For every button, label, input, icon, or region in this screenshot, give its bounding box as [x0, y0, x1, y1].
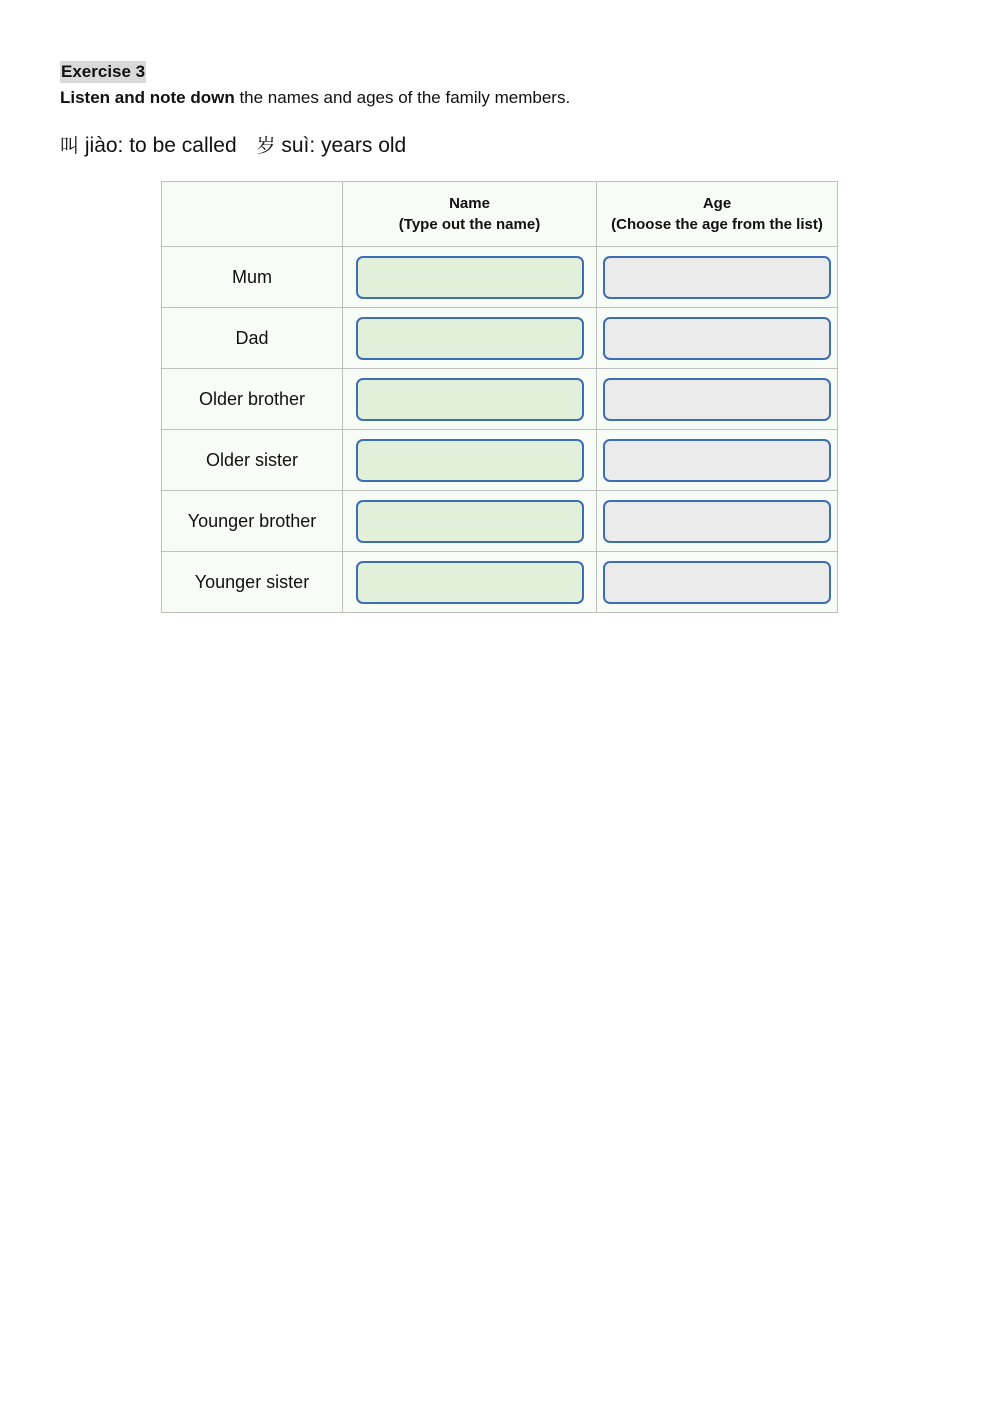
- member-label: Younger sister: [162, 552, 343, 613]
- age-cell: [597, 430, 838, 491]
- name-input-younger-brother[interactable]: [356, 500, 584, 543]
- table-row: [162, 369, 838, 430]
- instruction-text: [60, 87, 570, 109]
- instruction-bold: Listen and note down: [60, 88, 235, 107]
- age-cell: [597, 552, 838, 613]
- member-label: Dad: [162, 308, 343, 369]
- table-row: [162, 247, 838, 308]
- name-cell: [343, 369, 597, 430]
- header-age-title: Age: [702, 195, 732, 212]
- header-age-subtitle: (Choose the age from the list): [611, 216, 823, 233]
- name-input-younger-sister[interactable]: [356, 561, 584, 604]
- age-cell: [597, 247, 838, 308]
- instruction-rest: the names and ages of the family members.: [234, 88, 571, 107]
- header-name-title: Name: [449, 195, 490, 212]
- name-input-older-brother[interactable]: [356, 378, 584, 421]
- table-header-row: [162, 182, 838, 247]
- name-cell: [343, 552, 597, 613]
- name-input-mum[interactable]: [356, 256, 584, 299]
- vocabulary-line: [60, 132, 406, 160]
- age-cell: [597, 308, 838, 369]
- age-cell: [597, 369, 838, 430]
- member-label: Younger brother: [162, 491, 343, 552]
- family-members-table: [161, 181, 838, 613]
- exercise-title: Exercise 3: [61, 62, 146, 81]
- header-blank-cell: [162, 182, 343, 247]
- header-age: [597, 182, 838, 247]
- table-row: [162, 308, 838, 369]
- member-label: Older sister: [162, 430, 343, 491]
- name-cell: [343, 308, 597, 369]
- table-row: [162, 552, 838, 613]
- age-dropdown-mum[interactable]: [603, 256, 831, 299]
- vocab-meaning-sui: suì: years old: [281, 134, 407, 157]
- age-dropdown-dad[interactable]: [603, 317, 831, 360]
- member-label: Mum: [162, 247, 343, 308]
- name-cell: [343, 247, 597, 308]
- header-name: [343, 182, 597, 247]
- age-cell: [597, 491, 838, 552]
- name-input-dad[interactable]: [356, 317, 584, 360]
- vocab-hanzi-sui: 岁: [256, 135, 276, 157]
- vocab-meaning-jiao: jiào: to be called: [84, 134, 237, 157]
- vocab-hanzi-jiao: 叫: [60, 135, 80, 157]
- table-row: [162, 491, 838, 552]
- name-cell: [343, 491, 597, 552]
- member-label: Older brother: [162, 369, 343, 430]
- age-dropdown-older-sister[interactable]: [603, 439, 831, 482]
- header-name-subtitle: (Type out the name): [398, 216, 541, 233]
- age-dropdown-younger-brother[interactable]: [603, 500, 831, 543]
- age-dropdown-younger-sister[interactable]: [603, 561, 831, 604]
- age-dropdown-older-brother[interactable]: [603, 378, 831, 421]
- name-cell: [343, 430, 597, 491]
- name-input-older-sister[interactable]: [356, 439, 584, 482]
- table-row: [162, 430, 838, 491]
